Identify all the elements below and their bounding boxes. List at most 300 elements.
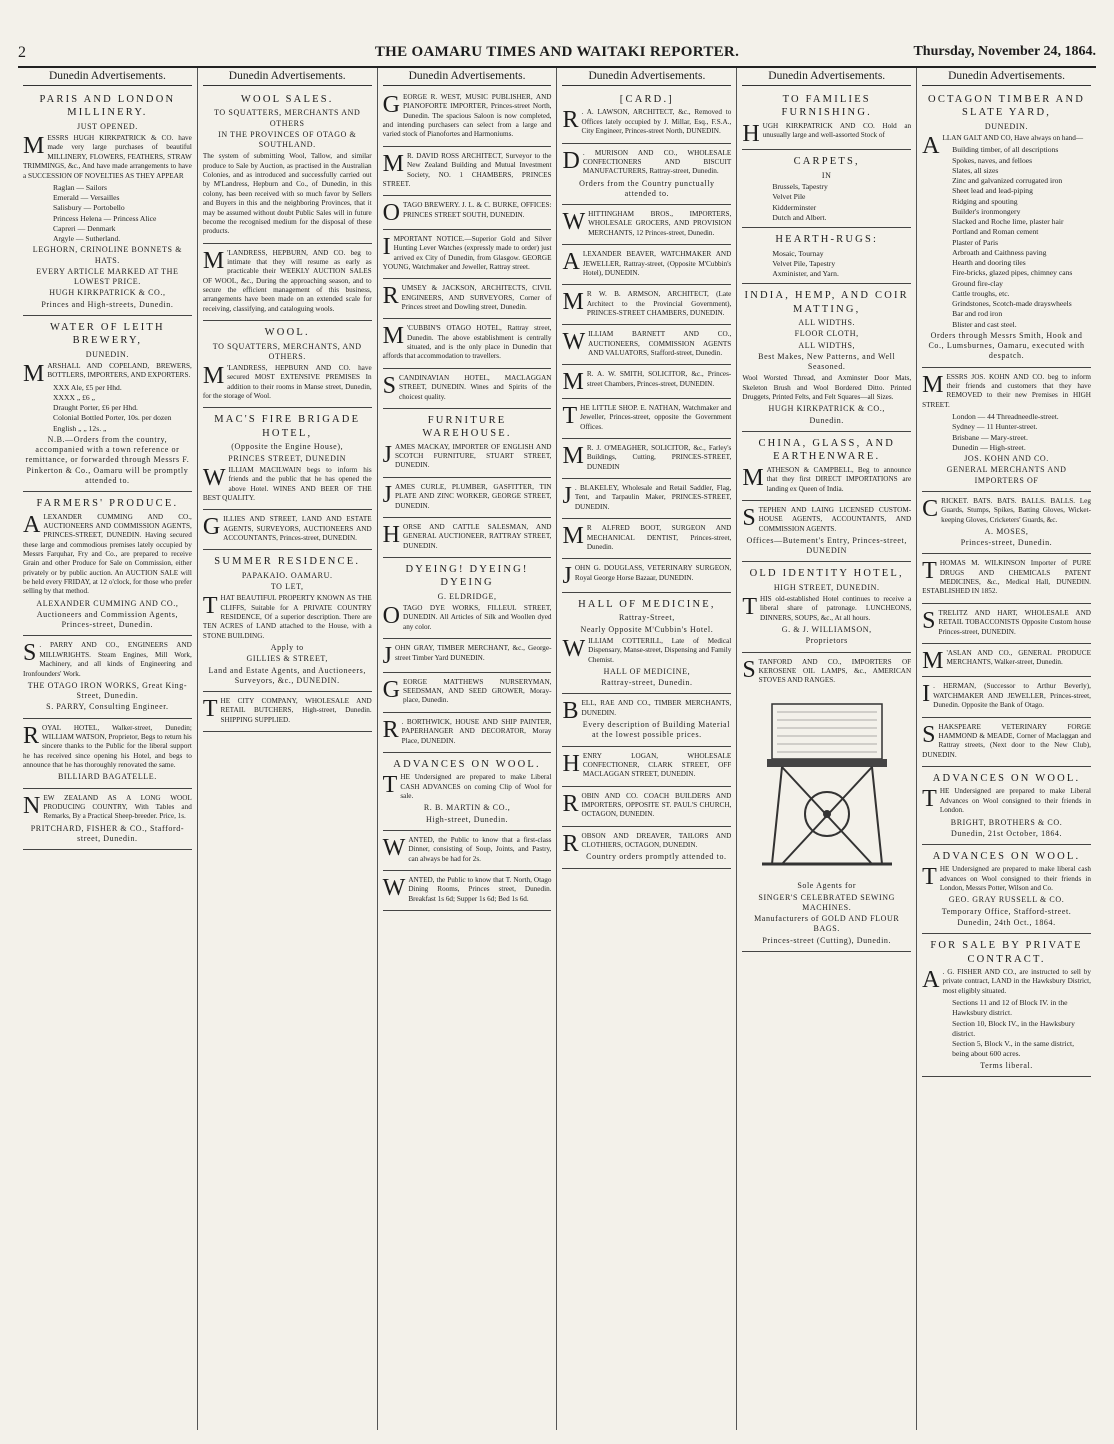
drop-cap: R <box>23 722 40 749</box>
advertisement <box>562 694 731 746</box>
ad-body <box>23 724 192 771</box>
ad-text: . PARRY AND CO., ENGINEERS AND MILLWRIGHTS. Steam Engines, Mill Work, Machinery, and all kinds of Engineering and Ironfounders' Work. <box>23 641 192 678</box>
ad-footer-line: Princes-street, Dunedin. <box>960 538 1053 548</box>
ad-subline: HIGH STREET, DUNEDIN. <box>773 582 880 592</box>
advertisement <box>383 478 552 518</box>
ad-list-item: English „ „ 12s. „ <box>53 423 107 433</box>
ad-heading: CHINA, GLASS, AND EARTHENWARE. <box>758 437 896 463</box>
ad-text: R. A. W. SMITH, SOLICITOR, &c., Princes-street Chambers, Princes-street, DUNEDIN. <box>586 370 732 388</box>
drop-cap: T <box>562 402 578 429</box>
ad-text: R. DAVID ROSS ARCHITECT, Surveyor to the New Zealand Building and Mutual Investment Society, NO. 1 CHAMBERS, PRINCES STREET. <box>382 151 552 188</box>
drop-cap: J <box>382 643 392 670</box>
ad-subline: ALL WIDTHS, <box>798 340 856 350</box>
column-header: Dunedin Advertisements. <box>383 68 552 86</box>
drop-cap: N <box>23 792 41 819</box>
ad-body <box>203 249 372 315</box>
advertisement <box>922 677 1091 717</box>
ad-subline: IN THE PROVINCES OF OTAGO & SOUTHLAND. <box>218 129 357 150</box>
advertisement <box>383 369 552 409</box>
ad-heading: FURNITURE WAREHOUSE. <box>422 414 512 440</box>
ad-footer-line: Dunedin, 21st October, 1864. <box>950 828 1063 838</box>
drop-cap: W <box>562 635 586 662</box>
ad-text: LEXANDER BEAVER, WATCHMAKER AND JEWELLER, Rattray-street, (Opposite M'Cubbin's Hotel), DUNEDIN. <box>582 250 732 277</box>
advertisement <box>203 244 372 322</box>
ad-text: TAGO BREWERY. J. L. & C. BURKE, OFFICES: PRINCES STREET SOUTH, DUNEDIN. <box>403 201 552 219</box>
ad-list-item: Zinc and galvanized corrugated iron <box>952 176 1063 186</box>
ad-text: TANFORD AND CO., IMPORTERS OF KEROSENE OIL LAMPS, &c., AMERICAN STOVES AND RANGES. <box>758 657 912 685</box>
ad-body <box>203 515 372 543</box>
ad-list-item: XXXX „ £6 „ <box>53 392 95 402</box>
ad-heading: OCTAGON TIMBER AND SLATE YARD, <box>928 94 1086 119</box>
ad-footer-line: THE OTAGO IRON WORKS, Great King-Street, Dunedin. <box>27 680 188 701</box>
ad-body <box>562 563 732 590</box>
advertisement <box>562 593 731 694</box>
ad-text: . HERMAN, (Successor to Arthur Beverly), WATCHMAKER AND JEWELLER, Princes-street, Dunedin. Opposite the Bank of Otago. <box>933 682 1091 710</box>
ad-text: LLAN GALT AND CO, Have always on hand— <box>942 134 1084 143</box>
drop-cap: M <box>23 360 45 387</box>
ad-footer-line: Princes and High-streets, Dunedin. <box>41 299 174 309</box>
ad-heading: WOOL SALES. <box>240 94 334 105</box>
ad-heading: ADVANCES ON WOOL. <box>393 758 541 770</box>
advertisement <box>562 479 731 519</box>
ad-list-item: Velvet Pile, Tapestry <box>772 258 836 268</box>
ad-text: R. J. O'MEAGHER, SOLICITOR, &c., Farley's Buildings, Cutting, PRINCES-STREET, DUNEDIN <box>586 444 732 471</box>
drop-cap: I <box>382 233 391 260</box>
drop-cap: W <box>562 329 586 356</box>
drop-cap: M <box>562 443 584 470</box>
advertisement <box>922 718 1091 767</box>
ad-list-item: Emerald — Versailles <box>53 193 120 203</box>
ad-body <box>382 643 552 670</box>
advertisement <box>383 639 552 673</box>
advertisement <box>383 753 552 831</box>
ad-footer-line: High-street, Dunedin. <box>426 814 509 824</box>
column-header: Dunedin Advertisements. <box>922 68 1091 86</box>
column-header: Dunedin Advertisements. <box>203 68 372 86</box>
drop-cap: S <box>382 372 397 399</box>
advertisement <box>383 518 552 558</box>
drop-cap: T <box>202 593 218 620</box>
advertisement <box>383 673 552 713</box>
advertisement <box>203 550 372 692</box>
ad-footer-line: Orders through Messrs Smith, Hook and Co., Lumsburnes, Oamaru, executed with despatch. <box>928 330 1085 361</box>
ad-text: HOMAS M. WILKINSON Importer of PURE DRUGS AND CHEMICALS PATENT MEDICINES, &c., Medical Hall, DUNEDIN. ESTABLISHED IN 1852. <box>922 559 1091 596</box>
ad-text: ILLIAM BARNETT AND CO., AUCTIONEERS, COMMISSION AGENTS AND VALUATORS, Stafford-street, Dunedin. <box>588 330 732 358</box>
ad-footer-line: EVERY ARTICLE MARKED AT THE LOWEST PRICE. <box>36 266 179 287</box>
ad-footer-line: Land and Estate Agents, and Auctioneers, Surveyors, &c., DUNEDIN. <box>208 665 366 685</box>
advertisement <box>562 365 731 399</box>
ad-body <box>922 865 1091 893</box>
ad-list-item: Arbroath and Caithness paving <box>952 247 1047 257</box>
ad-footer-line: GEO. GRAY RUSSELL & CO. <box>948 895 1065 905</box>
ad-body <box>383 876 552 904</box>
ad-text: HE Undersigned are prepared to make Liberal CASH ADVANCES on coming Clip of Wool for sale. <box>400 773 552 801</box>
ad-body <box>922 723 1091 760</box>
advertisement <box>383 409 552 478</box>
drop-cap: S <box>922 607 936 634</box>
masthead <box>18 40 1096 66</box>
drop-cap: C <box>922 495 939 522</box>
ad-body <box>742 595 911 623</box>
ad-body <box>562 752 731 780</box>
drop-cap: H <box>562 750 580 777</box>
advertisement <box>922 845 1091 934</box>
ad-body <box>383 523 552 551</box>
ad-text: 'ASLAN AND CO., GENERAL PRODUCE MERCHANTS, Walker-street, Dunedin. <box>946 648 1091 667</box>
drop-cap: R <box>382 283 399 310</box>
advertisement <box>23 88 192 316</box>
advertisement <box>562 439 731 479</box>
ad-footer-line: Auctioneers and Commission Agents, Princes-street, Dunedin. <box>36 609 179 630</box>
ad-footer-line: GILLIES & STREET, <box>246 654 328 664</box>
ad-list-item: Brisbane — Mary-street. <box>952 432 1028 442</box>
drop-cap: T <box>202 695 218 722</box>
advertisement <box>742 150 911 228</box>
ad-list-item: Slacked and Roche lime, plaster hair <box>952 217 1064 227</box>
ad-body <box>922 787 1091 815</box>
ad-list-item: Portland and Roman cement <box>952 227 1039 237</box>
advertisement <box>922 767 1091 845</box>
ad-heading: DYEING! DYEING! DYEING <box>405 563 529 589</box>
ad-text: OHN GRAY, TIMBER MERCHANT, &c., George-street Timber Yard DUNEDIN. <box>395 644 552 662</box>
advertisement <box>383 831 552 871</box>
ad-list-item: Sheet lead and lead-piping <box>952 186 1033 196</box>
ad-body <box>562 524 731 552</box>
ad-list-item: Ridging and spouting <box>952 196 1018 206</box>
ad-body <box>562 108 731 136</box>
ad-body <box>383 604 552 632</box>
ad-list-item: Sydney — 11 Hunter-street. <box>952 422 1038 432</box>
ad-list-item: Salisbury — Portobello <box>53 203 125 213</box>
ad-heading: PARIS AND LONDON MILLINERY. <box>39 94 176 119</box>
ad-footer-line: Apply to <box>270 643 304 653</box>
ad-text: OHN G. DOUGLASS, VETERINARY SURGEON, Royal George Horse Bazaar, DUNEDIN. <box>574 564 732 582</box>
ad-text: AMES CURLE, PLUMBER, GASFITTER, TIN PLATE AND ZINC WORKER, GEORGE STREET, DUNEDIN. <box>395 482 552 510</box>
ad-body <box>23 513 192 597</box>
ad-footer-line: Proprietors <box>805 636 848 646</box>
ad-text: 'LANDRESS, HEPBURN, AND CO. beg to intimate that they will resume as early as practicable their WEEKLY AUCTION SALES OF WOOL, &c., During the approaching season, and to secure the efficient management of this business, arrangements have been made on an extended scale for receiving, classifying, and cataloguing wools. <box>202 248 372 313</box>
ad-subline: IN <box>821 170 832 180</box>
ad-body <box>562 330 731 358</box>
ad-body <box>383 443 552 471</box>
ad-text: RICKET. BATS. BATS. BALLS. BALLS. Leg Guards, Stumps, Spikes, Batting Gloves, Wicket-keeping Gloves, Cricketers' Guards, &c. <box>941 496 1091 524</box>
ad-body <box>383 836 552 864</box>
drop-cap: W <box>382 834 406 861</box>
ad-list-item: Blister and cast steel. <box>952 319 1017 329</box>
ad-text: 'CUBBIN'S OTAGO HOTEL, Rattray street, Dunedin. The above establishment is centrally situated, and is the only place in Dunedin that affords that accommodation to travellers. <box>382 324 552 361</box>
ad-subline: Best Makes, New Patterns, and Well Seasoned. <box>758 351 896 372</box>
advertisement <box>562 144 731 206</box>
ad-list-item: Colonial Bottled Porter, 10s. per dozen <box>53 413 172 423</box>
column-1 <box>18 68 198 1430</box>
ad-footer-line: Country orders promptly attended to. <box>586 852 727 862</box>
column-2 <box>198 68 378 1430</box>
drop-cap: T <box>922 786 937 813</box>
drop-cap: B <box>562 698 579 725</box>
advertisement <box>922 554 1091 603</box>
ad-subline: (Opposite the Engine House), <box>231 442 344 452</box>
advertisement <box>562 325 731 365</box>
ad-list-item: Plaster of Paris <box>952 237 999 247</box>
drop-cap: A <box>922 133 940 160</box>
ad-text: LEXANDER CUMMING AND CO., AUCTIONEERS AND COMMISSION AGENTS, PRINCES-STREET, DUNEDIN. Having secured these large and commodious premises lately occupied by Messrs Farquhar, Fry and Co., are prepared to receive Grain and other Produce for Sale on Commission, either privately or by public auction. An AUCTION SALE will be held every FRIDAY, at 12 o'clock, for those who prefer selling by that method. <box>23 512 192 596</box>
ad-list-item: Section 10, Block IV., in the Hawksbury district. <box>952 1018 1075 1038</box>
advertisement <box>742 432 911 501</box>
newspaper-title: THE OAMARU TIMES AND WAITAKI REPORTER. <box>374 44 740 60</box>
advertisement <box>562 245 731 285</box>
drop-cap: M <box>922 371 944 398</box>
ad-subline: ALL WIDTHS. <box>798 318 856 328</box>
ad-list-item: London — 44 Threadneedle-street. <box>952 412 1059 422</box>
ad-body <box>922 682 1091 710</box>
ad-heading: WATER OF LEITH BREWERY, <box>50 321 165 347</box>
ad-list-item: Ground fire-clay <box>952 278 1003 288</box>
ad-footer-line: G. & J. WILLIAMSON, <box>781 625 872 635</box>
ad-heading: ADVANCES ON WOOL. <box>932 772 1081 784</box>
ad-footer-line: BILLIARD BAGATELLE. <box>57 772 157 782</box>
ad-body <box>562 792 731 820</box>
drop-cap: M <box>23 133 45 160</box>
advertisement <box>742 228 911 284</box>
ad-body <box>562 637 731 665</box>
advertisement <box>383 279 552 319</box>
ad-body <box>383 284 552 312</box>
advertisement <box>383 319 552 368</box>
ad-footer-line: S. PARRY, Consulting Engineer. <box>46 702 169 712</box>
drop-cap: M <box>562 369 584 396</box>
ad-list-item: Argyle — Sutherland. <box>53 234 121 244</box>
ad-body <box>203 364 372 401</box>
ad-text: HAT BEAUTIFUL PROPERTY KNOWN AS THE CLIFFS, Suitable for A PRIVATE COUNTRY RESIDENCE, Of a superior description. There are TEN ACRES of LAND attached to the House, with a STONE BUILDING. <box>202 594 372 640</box>
advertisement <box>203 88 372 244</box>
ad-subline: TO SQUATTERS, MERCHANTS AND OTHERS <box>214 108 361 128</box>
ad-text: TAGO DYE WORKS, FILLEUL STREET, DUNEDIN. All Articles of Silk and Woollen dyed any color. <box>403 604 552 631</box>
advertisement <box>742 562 911 652</box>
drop-cap: A <box>23 511 41 538</box>
ad-subline: G. ELDRIDGE, <box>437 591 497 601</box>
ad-footer-line: Orders from the Country punctually attended to. <box>579 178 715 198</box>
ad-heading: CARPETS, <box>793 156 860 168</box>
ad-body <box>203 594 372 641</box>
advertisement <box>562 285 731 325</box>
drop-cap: W <box>202 464 226 491</box>
ad-text: HE LITTLE SHOP. E. NATHAN, Watchmaker and Jeweller, Princes-street, opposite the Government Offices. <box>580 403 732 431</box>
advertisement <box>742 284 911 432</box>
advertisement <box>922 368 1091 492</box>
advertisement <box>922 492 1091 555</box>
ad-body <box>562 404 731 432</box>
ad-list-item: Bar and rod iron <box>952 309 1003 319</box>
ad-text: HITTINGHAM BROS., IMPORTERS, WHOLESALE GROCERS, AND PROVISION MERCHANTS, 12 Princes-street, Dunedin. <box>588 210 732 237</box>
advertisement <box>562 787 731 827</box>
drop-cap: T <box>922 558 937 585</box>
drop-cap: M <box>202 363 225 390</box>
ad-body <box>383 374 552 402</box>
ad-body <box>742 120 912 147</box>
ad-list-item: Kidderminster <box>772 202 817 212</box>
column-header: Dunedin Advertisements. <box>23 68 192 86</box>
drop-cap: O <box>382 200 400 227</box>
ad-body <box>922 559 1091 596</box>
ad-text: R W. B. ARMSON, ARCHITECT, (Late Architect to the Provincial Government), PRINCES-STREET CHAMBERS, DUNEDIN. <box>586 290 732 317</box>
drop-cap: I <box>922 681 931 708</box>
ad-text: ATHESON & CAMPBELL, Beg to announce that they first DIRECT IMPORTATIONS are landing ex Queen of India. <box>766 465 912 493</box>
ad-footer-line: Rattray-street, Dunedin. <box>601 678 693 688</box>
ad-footer-line: R. B. MARTIN & CO., <box>423 803 511 813</box>
ad-text: ESSRS HUGH KIRKPATRICK & CO. have made very large purchases of beautiful MILLINERY, FLOWERS, FEATHERS, STRAW TRIMMINGS, &c., And have made arrangements to have a SUCCESSION OF NOVELTIES AS THEY APPEAR <box>23 134 192 180</box>
ad-list-item: Mosaic, Tournay <box>772 248 824 258</box>
ad-text: TEPHEN AND LAING LICENSED CUSTOM-HOUSE AGENTS, ACCOUNTANTS, AND COMMISSION AGENTS. <box>758 505 912 533</box>
drop-cap: M <box>382 150 404 177</box>
ad-footer-line: BRIGHT, BROTHERS & CO. <box>950 817 1063 827</box>
ad-text: ILLIAM COTTERILL, Late of Medical Dispensary, Manse-street, Dispensing and Family Chemist. <box>588 636 732 664</box>
ad-footer-line: Sole Agents for <box>797 881 857 891</box>
ad-subline: TO SQUATTERS, MERCHANTS, AND OTHERS. <box>212 341 362 361</box>
advertisement <box>23 719 192 789</box>
ad-list-item: Raglan — Sailors <box>53 182 107 192</box>
columns <box>18 68 1096 1430</box>
column-4 <box>557 68 737 1430</box>
drop-cap: A <box>562 249 580 276</box>
drop-cap: R <box>562 830 579 857</box>
drop-cap: J <box>382 441 392 468</box>
ad-text: ELL, RAE AND CO., TIMBER MERCHANTS, DUNEDIN. <box>581 699 732 717</box>
ad-text: EORGE R. WEST, MUSIC PUBLISHER, AND PIANOFORTE IMPORTER, Princes-street North, Dunedin. The spacious Saloon is now completed, and intending purchasers can select from a large and varied stock of Pianofortes and Harmoniums. <box>382 93 552 139</box>
ad-body <box>562 250 731 278</box>
ad-body <box>383 324 552 361</box>
ad-text: . A. LAWSON, ARCHITECT, &c., Removed to Offices lately occupied by J. Millar, Esq., F.S.A., City Engineer, Princes-street North, DUNEDIN. <box>581 108 732 136</box>
ad-heading: FARMERS' PRODUCE. <box>36 498 179 510</box>
ad-subline: Nearly Opposite M'Cubbin's Hotel. <box>580 624 714 634</box>
drop-cap: R <box>562 107 579 134</box>
ad-footer-line: Dunedin, 24th Oct., 1864. <box>957 917 1056 927</box>
ad-text: MPORTANT NOTICE.—Superior Gold and Silver Hunting Lever Watches (expressly made to order) just arrived ex City of Dunedin, from Glasgow. GEORGE YOUNG, Watchmaker and Jeweller, Rattray street. <box>382 234 552 271</box>
advertisement <box>23 316 192 492</box>
drop-cap: T <box>382 772 398 799</box>
ad-body <box>562 210 731 238</box>
ad-heading: FOR SALE BY PRIVATE CONTRACT. <box>930 940 1083 965</box>
drop-cap: D <box>562 147 580 174</box>
ad-text: . BLAKELEY, Wholesale and Retail Saddler, Flag, Tent, and Tarpaulin Maker, PRINCES-STREET, DUNEDIN. <box>574 484 732 511</box>
column-header: Dunedin Advertisements. <box>742 68 911 86</box>
ad-text: ILLIES AND STREET, LAND AND ESTATE AGENTS, SURVEYORS, AUCTIONEERS AND ACCOUNTANTS, Princes-street, DUNEDIN. <box>223 515 372 542</box>
ad-body <box>742 374 911 402</box>
ad-text: OYAL HOTEL, Walker-street, Dunedin; WILLIAM WATSON, Proprietor, Begs to return his sincere thanks to the Public for the liberal support he has received since opening his Hotel, and begs to announce that he has thoroughly renovated the same. <box>23 723 192 770</box>
ad-footer-line: Terms liberal. <box>980 1060 1033 1070</box>
ad-heading: ADVANCES ON WOOL. <box>932 850 1081 862</box>
ad-body <box>23 794 192 822</box>
ad-subline: FLOOR CLOTH, <box>794 329 859 339</box>
drop-cap: S <box>922 721 936 748</box>
advertisement <box>383 230 552 279</box>
ad-list-item: Brussels, Tapestry <box>772 182 828 192</box>
ad-footer-line: Manufacturers of GOLD AND FLOUR BAGS. <box>754 914 900 934</box>
ad-text: OBSON AND DREAVER, TAILORS AND CLOTHIERS, OCTAGON, DUNEDIN. <box>581 831 732 850</box>
column-header: Dunedin Advertisements. <box>562 68 731 86</box>
advertisement <box>23 492 192 636</box>
ad-subline: PAPAKAIO. OAMARU. <box>241 570 333 580</box>
ad-heading: TO FAMILIES FURNISHING. <box>781 94 872 119</box>
ad-list-item: Spokes, naves, and felloes <box>952 155 1033 165</box>
advertisement <box>383 147 552 196</box>
ad-footer-line: PRITCHARD, FISHER & CO., Stafford-street, Dunedin. <box>30 823 185 843</box>
ad-text: HE CITY COMPANY, WHOLESALE AND RETAIL BUTCHERS, High-street, Dunedin. SHIPPING SUPPLIED. <box>220 696 372 724</box>
ad-heading: SUMMER RESIDENCE. <box>214 556 361 568</box>
ad-body <box>383 483 552 511</box>
drop-cap: H <box>382 521 400 548</box>
column-5 <box>737 68 917 1430</box>
advertisement <box>23 636 192 718</box>
drop-cap: M <box>202 247 225 274</box>
ad-list-item: XXX Ale, £5 per Hhd. <box>53 382 122 392</box>
ad-footer-line: A. MOSES, <box>984 526 1029 536</box>
ad-footer-line: Offices—Butement's Entry, Princes-street, DUNEDIN <box>746 535 907 556</box>
ad-text: HIS old-established Hotel continues to receive a liberal share of patronage. LUNCHEONS, DINNERS, SOUPS, &c., At all hours. <box>759 595 912 622</box>
ad-body <box>383 718 552 746</box>
ad-footer-line: LEGHORN, CRINOLINE BONNETS & HATS. <box>32 245 183 265</box>
ad-text: EW ZEALAND AS A LONG WOOL PRODUCING COUNTRY, With Tables and Remarks, By a Practical Sheep-breeder. Price, 1s. <box>43 793 192 821</box>
advertisement <box>203 692 372 732</box>
ad-footer-line: Dunedin. <box>809 415 844 425</box>
ad-heading: HALL OF MEDICINE, <box>578 598 716 610</box>
drop-cap: R <box>562 790 579 817</box>
ad-subline: DUNEDIN. <box>984 121 1029 131</box>
ad-list-item: Grindstones, Scotch-made drayswheels <box>952 299 1072 309</box>
advertisement <box>562 399 731 439</box>
ad-footer-line: GENERAL MERCHANTS AND IMPORTERS OF <box>946 465 1067 485</box>
ad-list-item: Building timber, of all descriptions <box>952 145 1059 155</box>
ad-list-item: Velvet Pile <box>772 192 806 202</box>
drop-cap: T <box>742 594 757 621</box>
sewing-machine-illustration <box>752 694 902 874</box>
drop-cap: A <box>922 967 940 994</box>
drop-cap: J <box>382 481 392 508</box>
ad-text: HAKSPEARE VETERINARY FORGE HAMMOND & MEADE, Corner of Maclaggan and Rattray streets, (Next door to the New Club), DUNEDIN. <box>922 722 1091 759</box>
drop-cap: S <box>23 640 37 667</box>
drop-cap: M <box>382 323 404 350</box>
drop-cap: O <box>382 603 400 630</box>
advertisement <box>383 713 552 753</box>
ad-text: ORSE AND CATTLE SALESMAN, AND GENERAL AUCTIONEER, RATTRAY STREET, DUNEDIN. <box>403 522 552 550</box>
ad-text: ARSHALL AND COPELAND, BREWERS, BOTTLERS, IMPORTERS, AND EXPORTERS. <box>47 361 192 380</box>
advertisement <box>922 644 1091 678</box>
ad-list-item: Fire-bricks, glazed pipes, chimney cans <box>952 268 1073 278</box>
ad-footer-line: JOS. KOHN AND CO. <box>964 454 1049 464</box>
ad-text: . BORTHWICK, HOUSE AND SHIP PAINTER, PAPERHANGER AND DECORATOR, Moray Place, DUNEDIN. <box>401 717 552 745</box>
ad-list-item: Sections 11 and 12 of Block IV. in the Hawksbury district. <box>952 998 1068 1018</box>
page-number: 2 <box>18 44 26 61</box>
ad-text: . MURISON AND CO., WHOLESALE CONFECTIONERS AND BISCUIT MANUFACTURERS, Rattray-street, Dunedin. <box>582 148 732 176</box>
ad-text: AMES MACKAY, IMPORTER OF ENGLISH AND SCOTCH FURNITURE, STUART STREET, DUNEDIN. <box>395 442 552 470</box>
drop-cap: S <box>742 504 756 531</box>
ad-subline: PRINCES STREET, DUNEDIN <box>228 453 347 463</box>
ad-list-item: Builder's ironmongery <box>952 206 1021 216</box>
ad-body <box>742 506 911 534</box>
drop-cap: R <box>382 716 399 743</box>
ad-footer-line: SINGER'S CELEBRATED SEWING MACHINES. <box>758 892 896 912</box>
advertisement <box>562 88 731 144</box>
ad-list-item: Princess Helena — Princess Alice <box>53 213 157 223</box>
column-6 <box>917 68 1096 1430</box>
ad-body <box>383 93 552 140</box>
ad-list-item: Axminister, and Yarn. <box>772 269 839 279</box>
ad-subline: TO LET, <box>270 582 304 591</box>
ad-footer-line: HUGH KIRKPATRICK & CO., <box>768 404 885 414</box>
drop-cap: H <box>742 120 760 147</box>
ad-body <box>742 658 911 686</box>
drop-cap: J <box>562 483 572 510</box>
ad-footer-line: Princes-street (Cutting), Dunedin. <box>762 935 892 945</box>
